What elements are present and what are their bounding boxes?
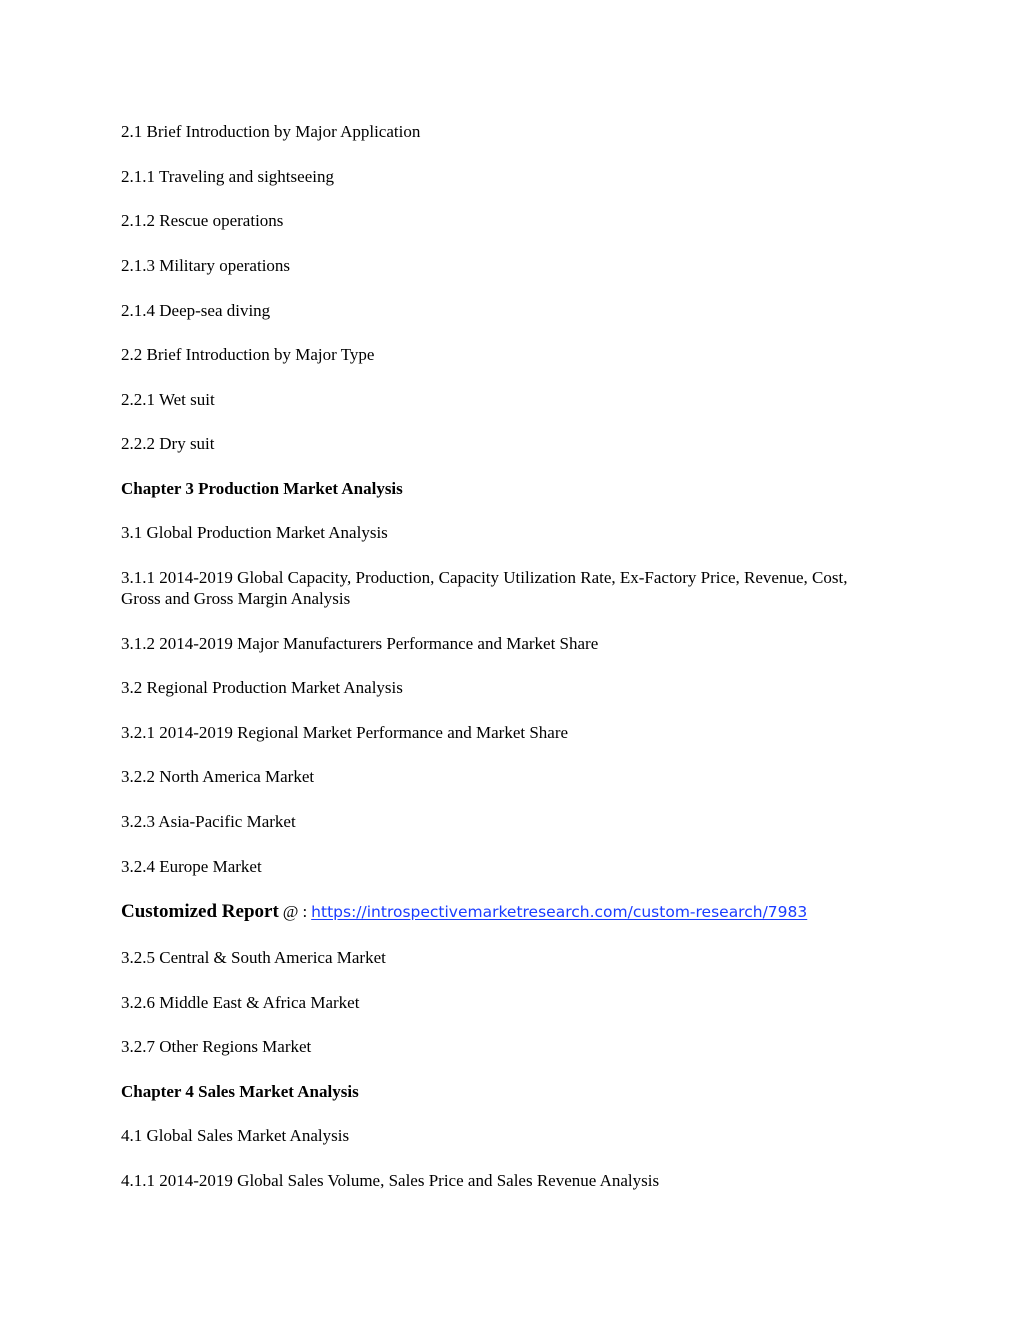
toc-item-3-2-6: 3.2.6 Middle East & Africa Market [121,993,360,1012]
customized-report-line [121,900,807,925]
section-heading-2-2: 2.2 Brief Introduction by Major Type [121,345,375,364]
toc-item-2-1-1: 2.1.1 Traveling and sightseeing [121,167,334,186]
toc-item-2-1-3: 2.1.3 Military operations [121,256,291,275]
toc-item-2-1-4: 2.1.4 Deep-sea diving [121,301,271,320]
toc-item-3-1-2: 3.1.2 2014-2019 Major Manufacturers Performance and Market Share [121,634,599,653]
toc-item-3-2-2: 3.2.2 North America Market [121,767,315,786]
section-heading-4-1: 4.1 Global Sales Market Analysis [121,1126,350,1145]
toc-item-4-1-1: 4.1.1 2014-2019 Global Sales Volume, Sales Price and Sales Revenue Analysis [121,1171,660,1190]
toc-item-3-2-4: 3.2.4 Europe Market [121,857,262,876]
toc-item-3-2-3: 3.2.3 Asia-Pacific Market [121,812,296,831]
toc-item-2-2-1: 2.2.1 Wet suit [121,390,215,409]
section-heading-2-1: 2.1 Brief Introduction by Major Application [121,122,421,141]
toc-item-2-1-2: 2.1.2 Rescue operations [121,211,284,230]
toc-item-3-1-1: 3.1.1 2014-2019 Global Capacity, Production, Capacity Utilization Rate, Ex-Factory Price, Revenue, Cost, Gross and Gross Margin Analysis [121,568,848,608]
customized-report-at: @ [282,902,299,921]
chapter-heading-4: Chapter 4 Sales Market Analysis [121,1082,359,1101]
section-heading-3-1: 3.1 Global Production Market Analysis [121,523,388,542]
toc-item-3-2-1: 3.2.1 2014-2019 Regional Market Performance and Market Share [121,723,569,742]
chapter-heading-3: Chapter 3 Production Market Analysis [121,479,403,498]
customized-report-label: Customized Report [121,901,279,922]
customized-report-link[interactable]: https://introspectivemarketresearch.com/custom-research/7983 [311,903,808,921]
toc-item-2-2-2: 2.2.2 Dry suit [121,434,215,453]
customized-report-colon: : [302,902,308,921]
toc-item-3-2-7: 3.2.7 Other Regions Market [121,1037,312,1056]
section-heading-3-2: 3.2 Regional Production Market Analysis [121,678,403,697]
toc-item-3-2-5: 3.2.5 Central & South America Market [121,948,386,967]
